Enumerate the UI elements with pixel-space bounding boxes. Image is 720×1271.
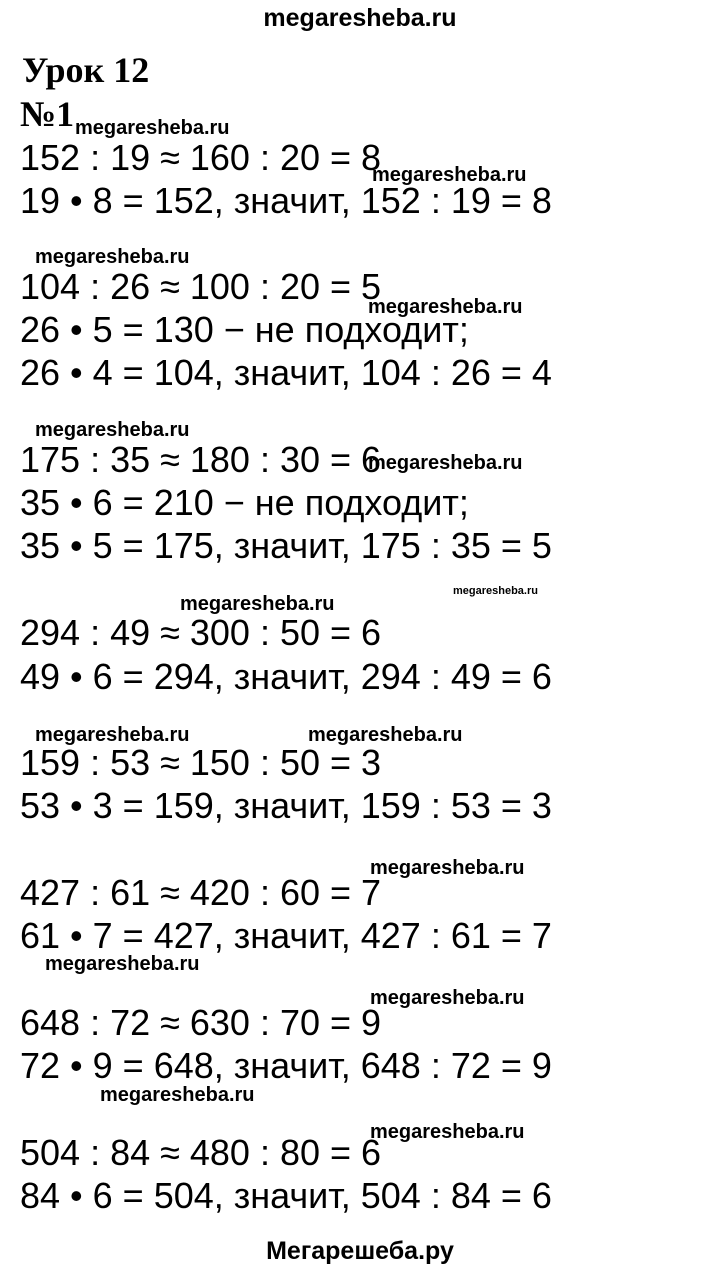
solution-line: 159 : 53 ≈ 150 : 50 = 3 <box>20 742 382 783</box>
solution-line: 72 • 9 = 648, значит, 648 : 72 = 9 <box>20 1045 552 1086</box>
watermark: megaresheba.ru <box>372 164 527 186</box>
solution-line: 35 • 6 = 210 − не подходит; <box>20 482 469 523</box>
solution-line: 53 • 3 = 159, значит, 159 : 53 = 3 <box>20 785 552 826</box>
watermark: megaresheba.ru <box>35 419 190 441</box>
solution-line: 504 : 84 ≈ 480 : 80 = 6 <box>20 1132 382 1173</box>
solution-line: 294 : 49 ≈ 300 : 50 = 6 <box>20 612 382 653</box>
solution-line: 175 : 35 ≈ 180 : 30 = 6 <box>20 439 382 480</box>
watermark: megaresheba.ru <box>453 585 538 597</box>
watermark: megaresheba.ru <box>100 1084 255 1106</box>
solution-line: 104 : 26 ≈ 100 : 20 = 5 <box>20 266 382 307</box>
solution-line: 26 • 4 = 104, значит, 104 : 26 = 4 <box>20 352 552 393</box>
watermark: megaresheba.ru <box>370 987 525 1009</box>
site-footer: Мегарешеба.ру <box>266 1237 454 1265</box>
solution-line: 84 • 6 = 504, значит, 504 : 84 = 6 <box>20 1175 552 1216</box>
solution-line: 427 : 61 ≈ 420 : 60 = 7 <box>20 872 382 913</box>
watermark: megaresheba.ru <box>308 724 463 746</box>
solution-line: 35 • 5 = 175, значит, 175 : 35 = 5 <box>20 525 552 566</box>
solution-line: 19 • 8 = 152, значит, 152 : 19 = 8 <box>20 180 552 221</box>
solution-line: 648 : 72 ≈ 630 : 70 = 9 <box>20 1002 382 1043</box>
watermark: megaresheba.ru <box>368 452 523 474</box>
solution-line: 152 : 19 ≈ 160 : 20 = 8 <box>20 137 382 178</box>
site-header: megaresheba.ru <box>263 4 457 32</box>
solution-line: 61 • 7 = 427, значит, 427 : 61 = 7 <box>20 915 552 956</box>
task-number: №1 <box>20 94 75 134</box>
watermark: megaresheba.ru <box>75 117 230 139</box>
solution-line: 26 • 5 = 130 − не подходит; <box>20 309 469 350</box>
solution-line: 49 • 6 = 294, значит, 294 : 49 = 6 <box>20 656 552 697</box>
watermark: megaresheba.ru <box>370 857 525 879</box>
lesson-title: Урок 12 <box>22 50 150 90</box>
watermark: megaresheba.ru <box>180 593 335 615</box>
watermark: megaresheba.ru <box>370 1121 525 1143</box>
watermark: megaresheba.ru <box>35 724 190 746</box>
watermark: megaresheba.ru <box>35 246 190 268</box>
watermark: megaresheba.ru <box>45 953 200 975</box>
watermark: megaresheba.ru <box>368 296 523 318</box>
